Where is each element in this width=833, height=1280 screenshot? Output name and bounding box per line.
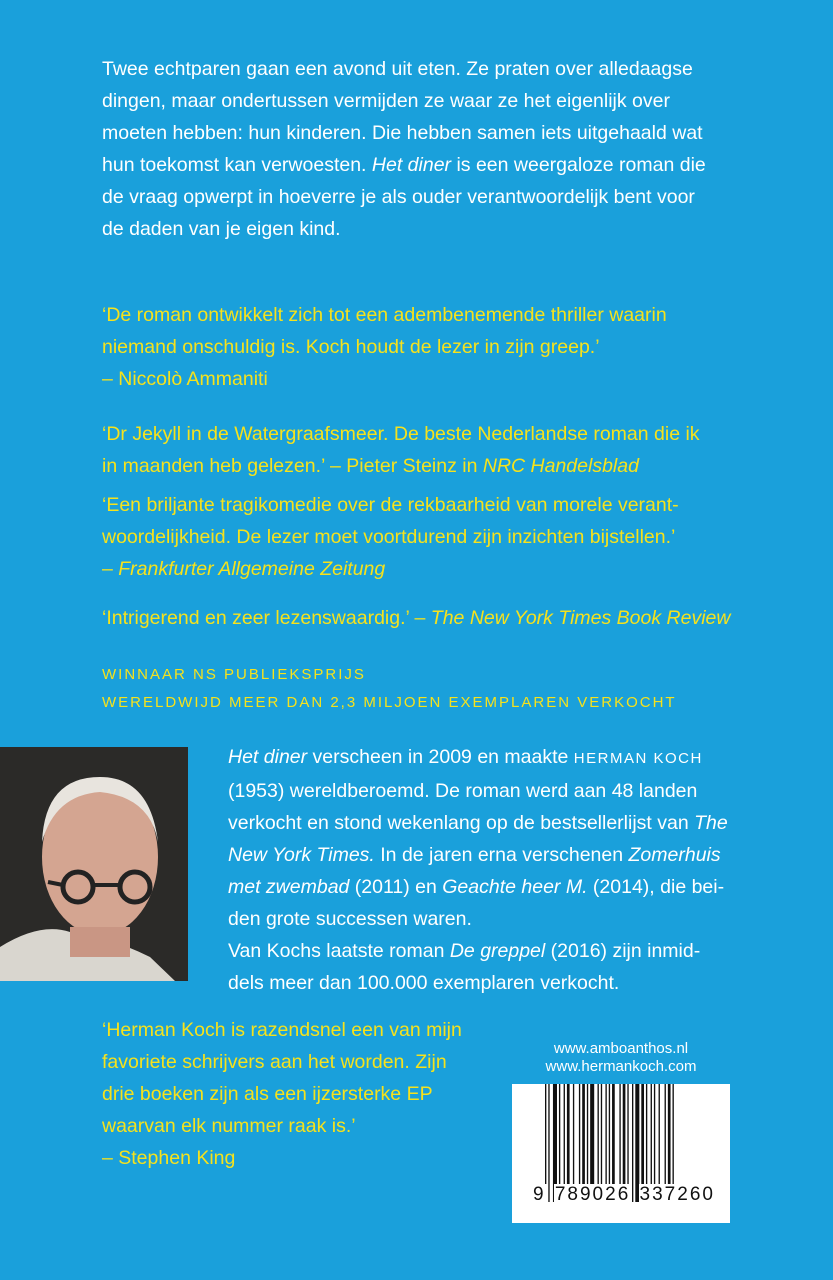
text-segment: woordelijkheid. De lezer moet voortdurend zijn inzichten bijstellen.’ — [102, 526, 676, 548]
text-segment: De greppel — [449, 940, 546, 962]
text-line — [228, 967, 728, 999]
text-segment: (2016) zijn inmid- — [545, 940, 701, 962]
text-segment: – Stephen King — [102, 1147, 236, 1169]
text-segment: dels meer dan 100.000 exemplaren verkocht. — [228, 972, 620, 994]
text-segment: niemand onschuldig is. Koch houdt de lezer in zijn greep.’ — [102, 336, 600, 358]
text-segment: hun toekomst kan verwoesten. — [102, 154, 372, 176]
text-segment: Het diner — [228, 746, 308, 768]
text-segment: ‘Herman Koch is razendsnel een van mijn — [102, 1019, 462, 1041]
text-line — [228, 741, 728, 775]
text-line — [102, 1014, 462, 1046]
text-line — [228, 807, 728, 839]
text-line — [102, 418, 700, 450]
stephen-king-quote — [102, 1014, 462, 1174]
text-line — [102, 85, 706, 117]
text-segment: de vraag opwerpt in hoeverre je als ouder verantwoordelijk bent voor — [102, 186, 695, 208]
text-line — [102, 553, 679, 585]
text-line — [102, 1078, 462, 1110]
text-segment: drie boeken zijn als een ijzersterke EP — [102, 1083, 433, 1105]
publisher-url[interactable]: www.amboanthos.nl — [553, 1040, 689, 1057]
text-line — [102, 602, 730, 634]
text-line — [102, 450, 700, 482]
award-line: WINNAAR NS PUBLIEKSPRIJS — [102, 666, 366, 683]
text-segment: ‘De roman ontwikkelt zich tot een adembenemende thriller waarin — [102, 304, 667, 326]
text-line — [102, 1142, 462, 1174]
text-segment: In de jaren erna verschenen — [374, 844, 629, 866]
author-url[interactable]: www.hermankoch.com — [545, 1058, 697, 1075]
author-photo — [0, 747, 188, 981]
text-line — [102, 1046, 462, 1078]
text-segment: Het diner — [371, 154, 452, 176]
text-segment: verscheen in 2009 en maakte — [307, 746, 574, 768]
text-line — [102, 363, 667, 395]
text-segment: HERMAN KOCH — [573, 750, 703, 767]
text-line — [228, 775, 728, 807]
review-quote — [102, 602, 730, 634]
text-line — [228, 839, 728, 871]
text-segment: – Niccolò Ammaniti — [102, 368, 268, 390]
text-segment: waarvan elk nummer raak is.’ — [102, 1115, 356, 1137]
text-segment: Twee echtparen gaan een avond uit eten. Ze praten over alledaagse — [102, 58, 693, 80]
text-line — [102, 53, 706, 85]
sales-line: WERELDWIJD MEER DAN 2,3 MILJOEN EXEMPLAREN VERKOCHT — [102, 694, 677, 711]
text-line — [102, 489, 679, 521]
isbn-barcode — [512, 1084, 730, 1223]
text-segment: ‘Intrigerend en zeer lezenswaardig.’ – — [102, 607, 431, 629]
text-line — [102, 521, 679, 553]
text-line — [102, 299, 667, 331]
text-segment: met zwembad — [228, 876, 350, 898]
text-segment: (2014), die bei- — [587, 876, 725, 898]
text-segment: (2011) en — [349, 876, 443, 898]
text-line — [102, 1110, 462, 1142]
text-segment: ‘Een briljante tragikomedie over de rekbaarheid van morele verant- — [102, 494, 679, 516]
text-segment: Frankfurter Allgemeine Zeitung — [118, 558, 386, 580]
blurb — [102, 53, 706, 245]
text-segment: Zomerhuis — [628, 844, 721, 866]
text-line — [228, 871, 728, 903]
text-line — [228, 935, 728, 967]
isbn-right: 337260 — [639, 1184, 715, 1205]
review-quote — [102, 299, 667, 395]
review-quote — [102, 418, 700, 482]
text-segment: New York Times. — [228, 844, 375, 866]
text-segment: – — [102, 558, 119, 580]
text-segment: den grote successen waren. — [228, 908, 472, 930]
text-segment: in maanden heb gelezen.’ – Pieter Steinz in — [102, 455, 483, 477]
text-segment: ‘Dr Jekyll in de Watergraafsmeer. De beste Nederlandse roman die ik — [102, 423, 700, 445]
text-segment: Van Kochs laatste roman — [228, 940, 450, 962]
text-segment: NRC Handelsblad — [482, 455, 639, 477]
text-line — [102, 117, 706, 149]
text-segment: dingen, maar ondertussen vermijden ze waar ze het eigenlijk over — [102, 90, 670, 112]
website-links — [512, 1040, 730, 1076]
text-line — [102, 149, 706, 181]
review-quote — [102, 489, 679, 585]
text-line — [102, 331, 667, 363]
text-segment: moeten hebben: hun kinderen. Die hebben samen iets uitgehaald wat — [102, 122, 703, 144]
text-segment: The — [694, 812, 728, 834]
text-line — [102, 181, 706, 213]
text-segment: The New York Times Book Review — [430, 607, 731, 629]
isbn-digit: 9 — [533, 1184, 546, 1205]
text-segment: (1953) wereldberoemd. De roman werd aan 48 landen — [228, 780, 698, 802]
text-segment: Geachte heer M. — [442, 876, 588, 898]
text-segment: favoriete schrijvers aan het worden. Zijn — [102, 1051, 447, 1073]
text-segment: is een weergaloze roman die — [451, 154, 706, 176]
author-bio — [228, 741, 728, 999]
isbn-number — [532, 1184, 716, 1206]
text-segment: de daden van je eigen kind. — [102, 218, 341, 240]
text-segment: verkocht en stond wekenlang op de bestsellerlijst van — [228, 812, 695, 834]
text-line — [228, 903, 728, 935]
isbn-left: 789026 — [554, 1184, 631, 1205]
text-line — [102, 213, 706, 245]
